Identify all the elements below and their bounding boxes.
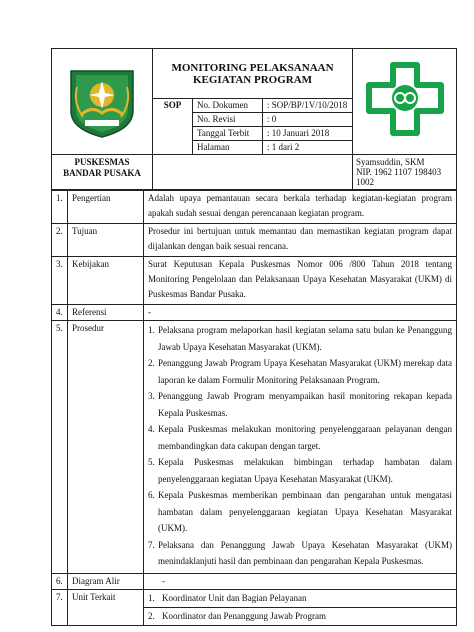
meta-label-revision: No. Revisi xyxy=(193,113,263,127)
row-prosedur: 5. Prosedur 1. Pelaksana program melaporkan hasil kegiatan selama satu bulan ke Penanggung Jawab Upaya Kesehatan Masyarakat (UKM). 2. Penanggung Jawab Program Upaya Kesehatan Masyarakat (UKM) merekap data laporan ke dalam Formulir Monitoring Pelaksanaan Program. 3. Penanggung Jawab Program menyampaikan hasil monitoring rekapan kepada Kepala Puskesmas. 4. Kepala Puskesmas melakukan monitoring penyelenggaraan pelayanan dengan membandingkan data cakupan dengan target. 5. Kepala Puskesmas melakukan bimbingan terhadap hambatan dalam penyelenggaraan kegiatan Upaya Kesehatan Masyarakat (UKM). 6. Kepala Puskesmas memberikan pembinaan dan pengarahan untuk mengatasi hambatan dalam penyelenggaraan kegiatan Upaya Kesehatan Masyarakat (UKM). 7. Pelaksana dan Penanggung Jawab Upaya Kesehatan Masyarakat (UKM) menindaklanjuti hasil dan pembinaan dan pengarahan Kepala Puskesmas. xyxy=(52,321,457,574)
list-item: 2. Koordinator dan Penanggung Jawab Program xyxy=(148,610,326,621)
row-pengertian: 1. Pengertian Adalah upaya pemantauan secara berkala terhadap kegiatan-kegiatan program apakah sudah sesuai dengan perencanaan kegiatan program. xyxy=(52,191,457,224)
list-item: 4. Kepala Puskesmas melakukan monitoring penyelenggaraan pelayanan dengan membandingkan data cakupan dengan target. xyxy=(148,424,452,451)
header-table xyxy=(51,48,457,190)
list-item: 6. Kepala Puskesmas memberikan pembinaan dan pengarahan untuk mengatasi hambatan dalam penyelenggaraan kegiatan Upaya Kesehatan Masyarakat (UKM). xyxy=(148,490,452,533)
signer-block xyxy=(353,155,457,190)
meta-label-doc: No. Dokumen xyxy=(193,99,263,113)
row-label: Prosedur xyxy=(68,321,144,574)
signer-nip: NIP. 1962 1107 198403 1002 xyxy=(356,167,442,187)
signature-space xyxy=(153,155,353,190)
row-label: Unit Terkait xyxy=(68,589,144,625)
body-table xyxy=(51,190,457,626)
procedure-list xyxy=(144,321,457,574)
row-unit-terkait: 7. Unit Terkait 1. Koordinator Unit dan Bagian Pelayanan 2. Koordinator dan Penanggung Jawab Program xyxy=(52,589,457,625)
row-kebijakan: 3. Kebijakan Surat Keputusan Kepala Puskesmas Nomor 006 /800 Tahun 2018 tentang Monitoring Pengelolaan dan Pelaksanaan Upaya Kesehatan Masyarakat (UKM) di Puskesmas Bandar Pusaka. xyxy=(52,257,457,305)
sop-label: SOP xyxy=(153,99,193,155)
meta-value-doc: : SOP/BP/1V/10/2018 xyxy=(263,99,353,113)
row-tujuan: 2. Tujuan Prosedur ini bertujuan untuk memantau dan memastikan kegiatan program dapat dijalankan dengan baik sesuai rencana. xyxy=(52,224,457,257)
row-label: Tujuan xyxy=(68,224,144,257)
sop-document xyxy=(51,48,456,626)
list-item: 1. Pelaksana program melaporkan hasil kegiatan selama satu bulan ke Penanggung Jawab Upaya Kesehatan Masyarakat (UKM). xyxy=(148,325,452,352)
right-logo-cell xyxy=(353,49,457,155)
row-text: Adalah upaya pemantauan secara berkala terhadap kegiatan-kegiatan program apakah sudah sesuai dengan perencanaan kegiatan program. xyxy=(144,191,457,224)
row-label: Diagram Alir xyxy=(68,573,144,589)
list-item: 2. Penanggung Jawab Program Upaya Kesehatan Masyarakat (UKM) merekap data laporan ke dalam Formulir Monitoring Pelaksanaan Program. xyxy=(148,358,452,385)
meta-value-page: : 1 dari 2 xyxy=(263,141,353,155)
organization-name: PUSKESMAS BANDAR PUSAKA xyxy=(52,155,153,190)
row-text: Surat Keputusan Kepala Puskesmas Nomor 006 /800 Tahun 2018 tentang Monitoring Pengelolaan dan Pelaksanaan Upaya Kesehatan Masyarakat (UKM) di Puskesmas Bandar Pusaka. xyxy=(144,257,457,305)
row-text: - xyxy=(144,573,457,589)
row-label: Pengertian xyxy=(68,191,144,224)
row-text: - xyxy=(144,305,457,321)
row-text: Prosedur ini bertujuan untuk memantau dan memastikan kegiatan program dapat dijalankan dengan baik sesuai rencana. xyxy=(144,224,457,257)
meta-value-date: : 10 Januari 2018 xyxy=(263,127,353,141)
meta-value-revision: : 0 xyxy=(263,113,353,127)
list-item: 5. Kepala Puskesmas melakukan bimbingan terhadap hambatan dalam penyelenggaraan kegiatan Upaya Kesehatan Masyarakat (UKM). xyxy=(148,457,452,484)
row-label: Referensi xyxy=(68,305,144,321)
list-item: 3. Penanggung Jawab Program menyampaikan hasil monitoring rekapan kepada Kepala Puskesmas. xyxy=(148,391,452,418)
row-referensi: 4. Referensi - xyxy=(52,305,457,321)
regency-emblem-icon xyxy=(61,67,143,139)
meta-label-date: Tanggal Terbit xyxy=(193,127,263,141)
list-item: 7. Pelaksana dan Penanggung Jawab Upaya Kesehatan Masyarakat (UKM) menindaklanjuti hasil dan pembinaan dan pengarahan Kepala Puskesmas. xyxy=(148,539,452,566)
row-diagram-alir: 6. Diagram Alir - xyxy=(52,573,457,589)
health-cross-icon xyxy=(363,61,447,137)
list-item: 1. Koordinator Unit dan Bagian Pelayanan xyxy=(144,590,456,608)
signer-name: Syamsuddin, SKM xyxy=(356,157,425,167)
meta-label-page: Halaman xyxy=(193,141,263,155)
unit-list xyxy=(144,589,457,625)
row-label: Kebijakan xyxy=(68,257,144,305)
document-title: MONITORING PELAKSANAAN KEGIATAN PROGRAM xyxy=(153,49,353,99)
left-logo-cell xyxy=(52,49,153,155)
